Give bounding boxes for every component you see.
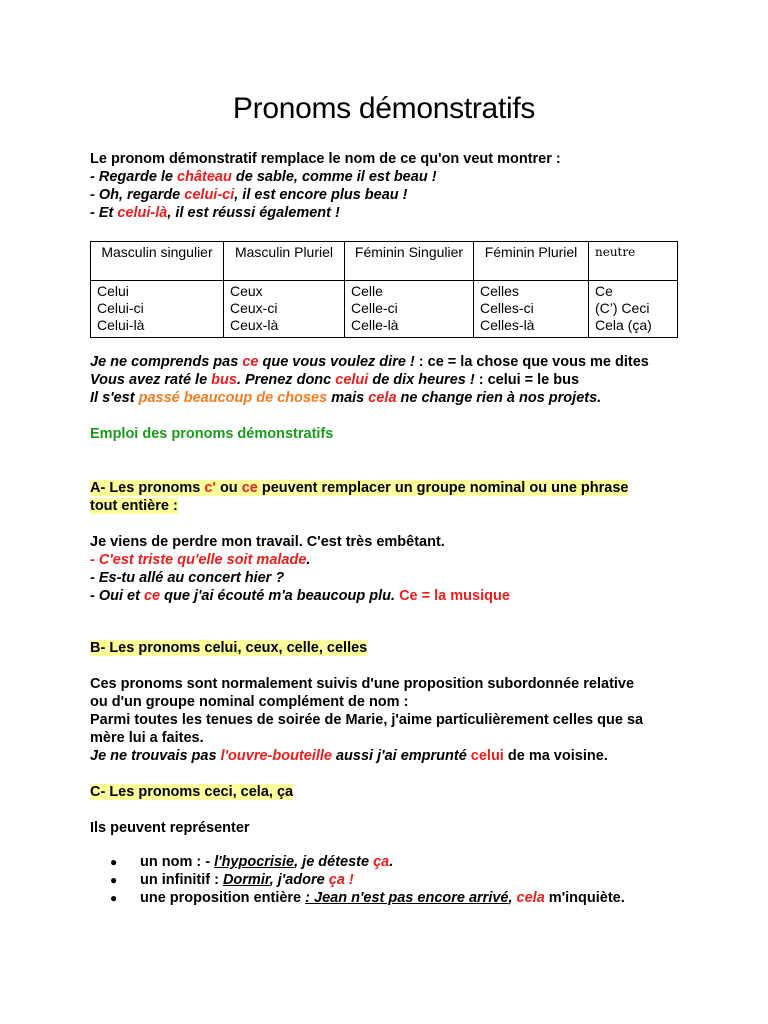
table-cell: Celle Celle-ci Celle-là [345,281,474,338]
table-header: Masculin Pluriel [224,242,345,281]
bullet-icon: ● [110,891,118,905]
intro-example-celui-ci: - Oh, regarde celui-ci, il est encore plus beau ! [90,187,408,203]
intro-line: Le pronom démonstratif remplace le nom de ce qu'on veut montrer : [90,151,561,167]
table-header: neutre [589,242,678,281]
section-c-list [110,853,625,907]
table-header-row [91,242,678,281]
example-line: Vous avez raté le bus. Prenez donc celui de dix heures ! : celui = le bus [90,372,580,388]
highlight-word: château [177,169,232,185]
intro-example-chateau: - Regarde le château de sable, comme il est beau ! [90,169,437,185]
highlight-word: celui-ci [184,187,235,203]
section-a: A- Les pronoms c' ou ce peuvent remplacer un groupe nominal ou une phrase tout entière : Je viens de perdre mon travail. C'est très embêtant. - C'est triste qu'elle soit malade. - Es-tu allé au concert hier ? - Oui et ce que j'ai écouté m'a beaucoup plu. Ce = la musique [90,480,629,604]
examples-paragraph [90,353,649,407]
table-header: Masculin singulier [91,242,224,281]
table-cell: Celles Celles-ci Celles-là [474,281,589,338]
example-line: Je ne comprends pas ce que vous voulez dire ! : ce = la chose que vous me dites [90,354,649,370]
table-cell: Ceux Ceux-ci Ceux-là [224,281,345,338]
table-row [91,281,678,338]
table-cell: Celui Celui-ci Celui-là [91,281,224,338]
list-item: ● un infinitif : Dormir, j'adore ça ! [110,872,354,888]
highlight-word: celui-là [117,205,168,221]
section-b-heading: B- Les pronoms celui, ceux, celle, celles [90,640,368,656]
section-c: C- Les pronoms ceci, cela, ça Ils peuvent représenter [90,784,294,836]
table-header: Féminin Pluriel [474,242,589,281]
bullet-icon: ● [110,873,118,887]
intro-example-celui-la: - Et celui-là, il est réussi également ! [90,205,340,221]
table-cell: Ce (C’) Ceci Cela (ça) [589,281,678,338]
section-c-heading: C- Les pronoms ceci, cela, ça [90,784,294,800]
table-header: Féminin Singulier [345,242,474,281]
page-title: Pronoms démonstratifs [232,92,536,125]
list-item: ● une proposition entière : Jean n'est pas encore arrivé, cela m'inquiète. [110,890,625,906]
section-b: B- Les pronoms celui, ceux, celle, celles Ces pronoms sont normalement suivis d'une proposition subordonnée relative ou d'un groupe nominal complément de nom : Parmi toutes les tenues de soirée de Marie, j'aime particulièrement celles que sa mère lui a faites. Je ne trouvais pas l'ouvre-bouteille aussi j'ai emprunté celui de ma voisine. [90,640,644,764]
bullet-icon: ● [110,855,118,869]
emploi-heading: Emploi des pronoms démonstratifs [90,426,334,442]
pronoun-table [90,241,678,338]
example-line: Il s'est passé beaucoup de choses mais cela ne change rien à nos projets. [90,390,602,406]
list-item: ● un nom : - l'hypocrisie, je déteste ça. [110,854,394,870]
section-a-heading: A- Les pronoms c' ou ce peuvent remplacer un groupe nominal ou une phrase [90,480,629,496]
intro-paragraph [90,150,561,222]
